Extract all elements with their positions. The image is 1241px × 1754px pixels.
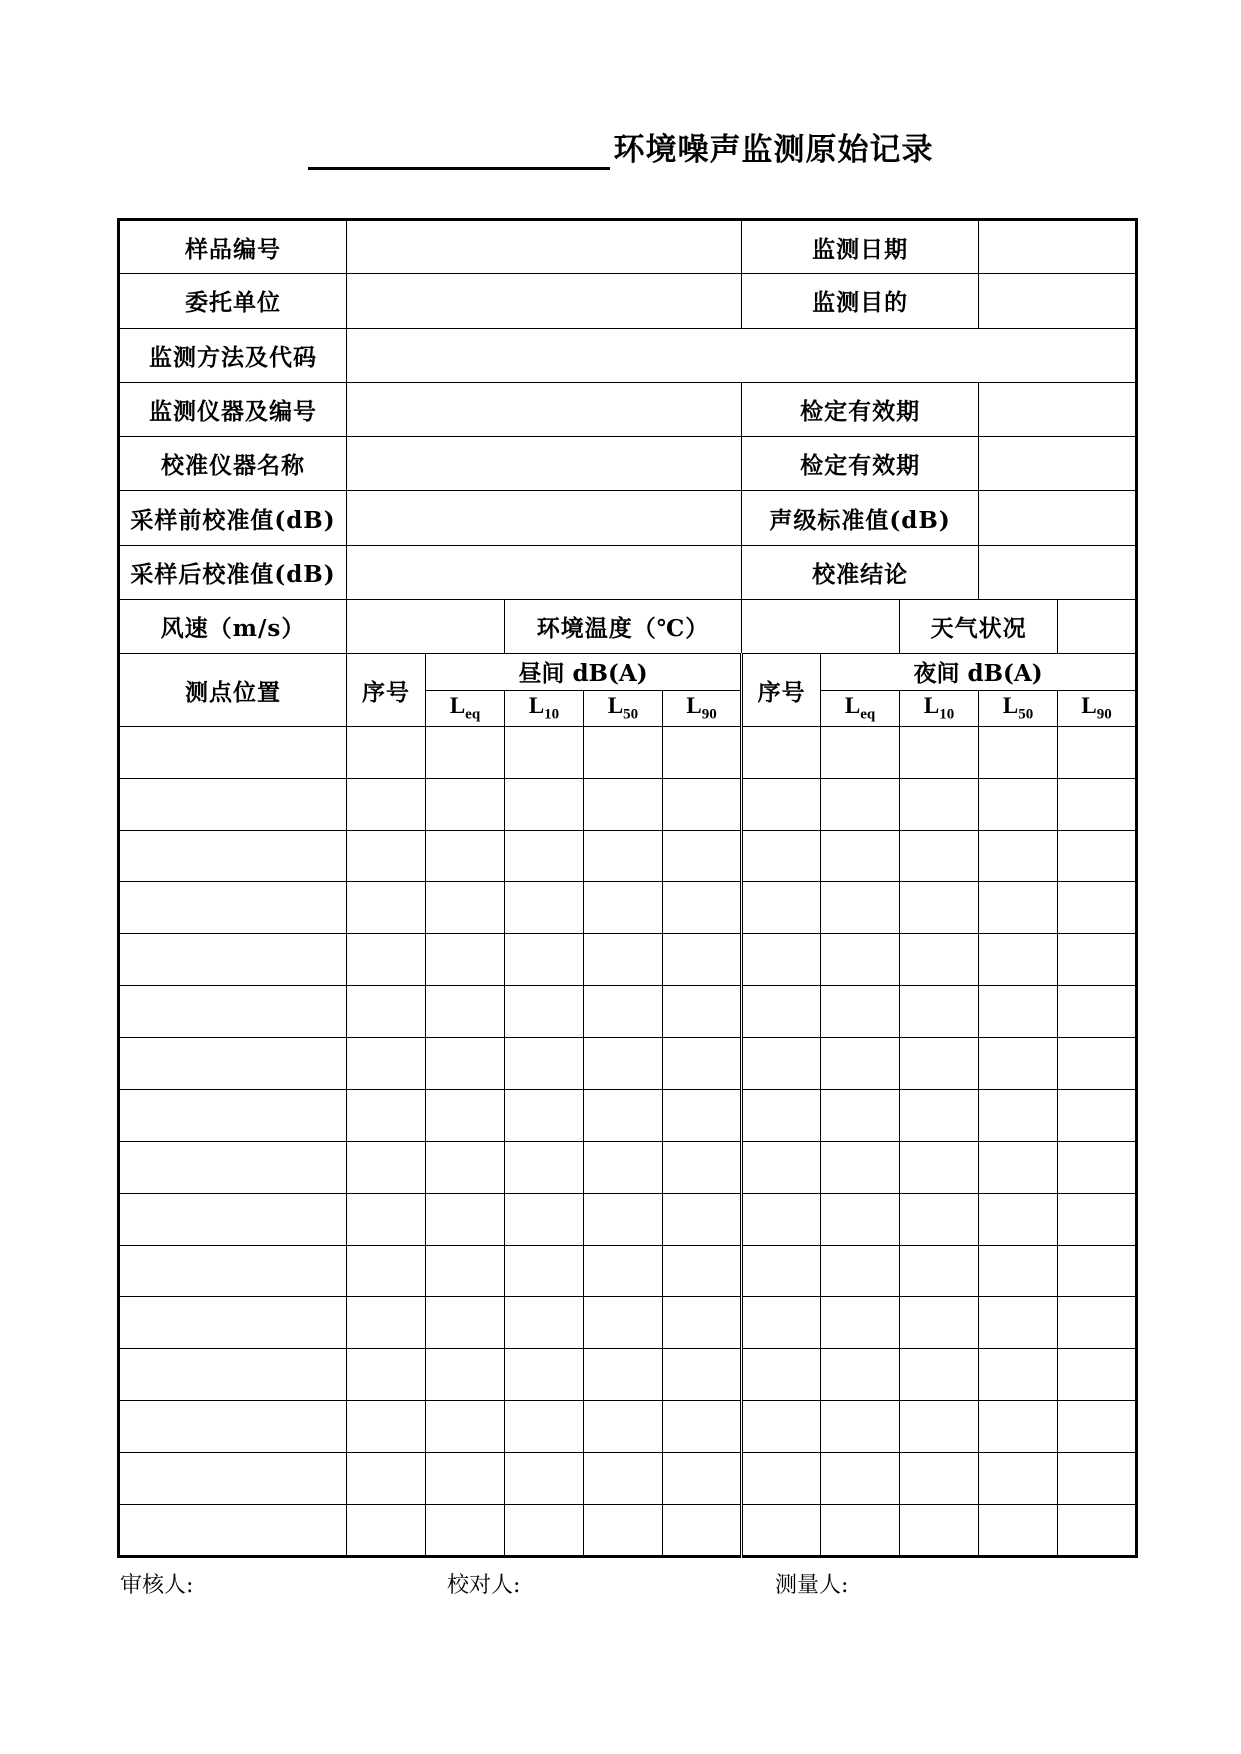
data-cell[interactable]	[505, 1193, 584, 1245]
data-cell[interactable]	[584, 1245, 663, 1297]
data-cell[interactable]	[119, 882, 347, 934]
data-cell[interactable]	[584, 1504, 663, 1556]
data-cell[interactable]	[584, 1453, 663, 1505]
field-instrument-number[interactable]	[347, 382, 742, 436]
label-temperature: 环境温度（℃）	[505, 600, 742, 654]
data-cell[interactable]	[1058, 882, 1137, 934]
data-cell[interactable]	[505, 778, 584, 830]
title-blank-line[interactable]	[308, 131, 610, 170]
data-cell[interactable]	[742, 1038, 821, 1090]
data-cell[interactable]	[1058, 1089, 1137, 1141]
data-cell[interactable]	[119, 1245, 347, 1297]
table-row	[119, 1297, 1137, 1349]
data-cell[interactable]	[426, 778, 505, 830]
table-row	[119, 1453, 1137, 1505]
data-cell[interactable]	[1058, 1401, 1137, 1453]
data-cell[interactable]	[426, 882, 505, 934]
data-cell[interactable]	[1058, 778, 1137, 830]
data-cell[interactable]	[979, 1297, 1058, 1349]
data-cell[interactable]	[742, 1401, 821, 1453]
data-cell[interactable]	[347, 778, 426, 830]
data-cell[interactable]	[119, 778, 347, 830]
field-instrument-validity[interactable]	[979, 382, 1137, 436]
data-cell[interactable]	[663, 1504, 742, 1556]
data-cell[interactable]	[821, 1504, 900, 1556]
field-standard-level[interactable]	[979, 491, 1137, 545]
data-cell[interactable]	[979, 778, 1058, 830]
data-cell[interactable]	[347, 1038, 426, 1090]
field-wind-speed[interactable]	[347, 600, 505, 654]
checker-label: 校对人:	[447, 1573, 521, 1598]
table-row	[119, 1038, 1137, 1090]
data-cell[interactable]	[347, 934, 426, 986]
label-instrument-number: 监测仪器及编号	[119, 382, 347, 436]
info-row	[119, 220, 1137, 274]
table-row	[119, 1504, 1137, 1556]
data-cell[interactable]	[426, 1504, 505, 1556]
header-day-l10: $L_{10}$	[505, 690, 584, 726]
data-cell[interactable]	[584, 830, 663, 882]
data-cell[interactable]	[821, 1349, 900, 1401]
field-temperature[interactable]	[742, 600, 900, 654]
data-cell[interactable]	[900, 726, 979, 778]
data-cell[interactable]	[1058, 1504, 1137, 1556]
data-cell[interactable]	[742, 1141, 821, 1193]
data-cell[interactable]	[426, 1193, 505, 1245]
field-method-code[interactable]	[347, 328, 1137, 382]
data-cell[interactable]	[900, 1193, 979, 1245]
data-cell[interactable]	[979, 726, 1058, 778]
data-cell[interactable]	[426, 1089, 505, 1141]
data-cell[interactable]	[119, 986, 347, 1038]
data-cell[interactable]	[505, 1453, 584, 1505]
header-night-dba: 夜间 dB(A)	[821, 654, 1137, 690]
table-row	[119, 934, 1137, 986]
data-cell[interactable]	[900, 1349, 979, 1401]
data-cell[interactable]	[742, 1297, 821, 1349]
data-cell[interactable]	[742, 986, 821, 1038]
data-cell[interactable]	[742, 778, 821, 830]
data-cell[interactable]	[505, 934, 584, 986]
header-night-l50: $L_{50}$	[979, 690, 1058, 726]
measurer-label: 测量人:	[775, 1573, 849, 1598]
data-cell[interactable]	[900, 1401, 979, 1453]
data-cell[interactable]	[1058, 934, 1137, 986]
data-cell[interactable]	[821, 1453, 900, 1505]
data-cell[interactable]	[426, 1297, 505, 1349]
data-cell[interactable]	[663, 986, 742, 1038]
data-cell[interactable]	[742, 1349, 821, 1401]
table-row	[119, 726, 1137, 778]
data-cell[interactable]	[505, 1504, 584, 1556]
data-cell[interactable]	[821, 1038, 900, 1090]
data-cell[interactable]	[663, 830, 742, 882]
data-cell[interactable]	[1058, 1297, 1137, 1349]
data-cell[interactable]	[426, 1245, 505, 1297]
noise-record-table	[117, 218, 1138, 1558]
data-cell[interactable]	[119, 1453, 347, 1505]
info-row	[119, 545, 1137, 599]
data-cell[interactable]	[979, 1349, 1058, 1401]
data-cell[interactable]	[900, 934, 979, 986]
reviewer-label: 审核人:	[120, 1573, 194, 1598]
label-post-calibration: 采样后校准值(dB)	[119, 545, 347, 599]
data-cell[interactable]	[979, 1193, 1058, 1245]
data-cell[interactable]	[663, 1038, 742, 1090]
data-cell[interactable]	[979, 1504, 1058, 1556]
data-cell[interactable]	[979, 1453, 1058, 1505]
field-client[interactable]	[347, 274, 742, 328]
data-cell[interactable]	[119, 1038, 347, 1090]
data-cell[interactable]	[584, 986, 663, 1038]
field-calibrator-name[interactable]	[347, 437, 742, 491]
data-cell[interactable]	[742, 726, 821, 778]
data-cell[interactable]	[900, 1141, 979, 1193]
data-cell[interactable]	[900, 986, 979, 1038]
data-cell[interactable]	[900, 1038, 979, 1090]
field-monitor-purpose[interactable]	[979, 274, 1137, 328]
data-cell[interactable]	[900, 882, 979, 934]
data-cell[interactable]	[821, 1089, 900, 1141]
header-day-seq: 序号	[347, 654, 426, 726]
data-cell[interactable]	[900, 1504, 979, 1556]
data-cell[interactable]	[119, 1504, 347, 1556]
data-cell[interactable]	[663, 882, 742, 934]
data-cell[interactable]	[663, 778, 742, 830]
weather-row	[119, 600, 1137, 654]
header-day-l90: $L_{90}$	[663, 690, 742, 726]
data-cell[interactable]	[426, 986, 505, 1038]
header-day-l50: $L_{50}$	[584, 690, 663, 726]
data-cell[interactable]	[426, 1401, 505, 1453]
data-cell[interactable]	[119, 1141, 347, 1193]
data-cell[interactable]	[505, 830, 584, 882]
data-cell[interactable]	[900, 1245, 979, 1297]
data-cell[interactable]	[900, 1089, 979, 1141]
data-cell[interactable]	[821, 778, 900, 830]
table-row	[119, 1089, 1137, 1141]
label-monitor-date: 监测日期	[742, 220, 979, 274]
data-cell[interactable]	[584, 726, 663, 778]
data-cell[interactable]	[426, 1038, 505, 1090]
data-cell[interactable]	[347, 726, 426, 778]
data-cell[interactable]	[742, 1453, 821, 1505]
field-monitor-date[interactable]	[979, 220, 1137, 274]
table-row	[119, 1245, 1137, 1297]
info-row	[119, 491, 1137, 545]
data-cell[interactable]	[505, 1038, 584, 1090]
data-cell[interactable]	[1058, 1453, 1137, 1505]
data-cell[interactable]	[900, 1453, 979, 1505]
header-night-l90: $L_{90}$	[1058, 690, 1137, 726]
data-cell[interactable]	[663, 726, 742, 778]
data-cell[interactable]	[119, 1401, 347, 1453]
data-cell[interactable]	[663, 1193, 742, 1245]
data-cell[interactable]	[742, 1245, 821, 1297]
data-cell[interactable]	[1058, 1193, 1137, 1245]
data-cell[interactable]	[584, 934, 663, 986]
data-cell[interactable]	[119, 726, 347, 778]
data-cell[interactable]	[347, 986, 426, 1038]
data-cell[interactable]	[505, 726, 584, 778]
label-monitor-purpose: 监测目的	[742, 274, 979, 328]
data-cell[interactable]	[119, 830, 347, 882]
data-cell[interactable]	[900, 1297, 979, 1349]
data-cell[interactable]	[663, 1401, 742, 1453]
data-cell[interactable]	[505, 986, 584, 1038]
data-cell[interactable]	[663, 1089, 742, 1141]
data-cell[interactable]	[663, 1349, 742, 1401]
data-cell[interactable]	[505, 882, 584, 934]
header-day-leq: $L_{eq}$	[426, 690, 505, 726]
data-cell[interactable]	[584, 1401, 663, 1453]
data-cell[interactable]	[584, 778, 663, 830]
data-cell[interactable]	[584, 882, 663, 934]
data-cell[interactable]	[1058, 986, 1137, 1038]
field-pre-calibration[interactable]	[347, 491, 742, 545]
data-cell[interactable]	[426, 830, 505, 882]
header-day-dba: 昼间 dB(A)	[426, 654, 742, 690]
data-cell[interactable]	[505, 1141, 584, 1193]
header-night-leq: $L_{eq}$	[821, 690, 900, 726]
data-cell[interactable]	[979, 1141, 1058, 1193]
data-cell[interactable]	[979, 1089, 1058, 1141]
data-cell[interactable]	[505, 1349, 584, 1401]
label-client: 委托单位	[119, 274, 347, 328]
table-row	[119, 830, 1137, 882]
data-cell[interactable]	[584, 1297, 663, 1349]
data-cell[interactable]	[347, 1504, 426, 1556]
data-cell[interactable]	[1058, 726, 1137, 778]
label-calibrator-validity: 检定有效期	[742, 437, 979, 491]
table-row	[119, 882, 1137, 934]
data-cell[interactable]	[584, 1349, 663, 1401]
label-calibrator-name: 校准仪器名称	[119, 437, 347, 491]
table-row	[119, 1401, 1137, 1453]
table-row	[119, 778, 1137, 830]
data-cell[interactable]	[119, 934, 347, 986]
data-cell[interactable]	[584, 1038, 663, 1090]
data-cell[interactable]	[821, 986, 900, 1038]
data-cell[interactable]	[979, 882, 1058, 934]
data-cell[interactable]	[505, 1089, 584, 1141]
data-cell[interactable]	[821, 726, 900, 778]
data-cell[interactable]	[742, 1089, 821, 1141]
data-cell[interactable]	[979, 1245, 1058, 1297]
data-cell[interactable]	[347, 882, 426, 934]
data-cell[interactable]	[1058, 830, 1137, 882]
data-cell[interactable]	[979, 830, 1058, 882]
label-method-code: 监测方法及代码	[119, 328, 347, 382]
document-title: 环境噪声监测原始记录	[613, 132, 934, 168]
field-weather[interactable]	[1058, 600, 1137, 654]
document-title-area	[0, 130, 1241, 170]
field-post-calibration[interactable]	[347, 545, 742, 599]
data-cell[interactable]	[742, 1504, 821, 1556]
data-cell[interactable]	[663, 934, 742, 986]
data-cell[interactable]	[119, 1089, 347, 1141]
data-cell[interactable]	[347, 1089, 426, 1141]
label-calibration-conclusion: 校准结论	[742, 545, 979, 599]
data-cell[interactable]	[426, 1453, 505, 1505]
data-cell[interactable]	[821, 1245, 900, 1297]
data-cell[interactable]	[347, 1297, 426, 1349]
data-cell[interactable]	[821, 1193, 900, 1245]
label-weather: 天气状况	[900, 600, 1058, 654]
label-instrument-validity: 检定有效期	[742, 382, 979, 436]
field-calibrator-validity[interactable]	[979, 437, 1137, 491]
field-sample-number[interactable]	[347, 220, 742, 274]
data-cell[interactable]	[347, 1193, 426, 1245]
label-standard-level: 声级标准值(dB)	[742, 491, 979, 545]
table-row	[119, 986, 1137, 1038]
data-cell[interactable]	[584, 1141, 663, 1193]
data-cell[interactable]	[979, 1038, 1058, 1090]
data-cell[interactable]	[426, 1349, 505, 1401]
measurement-header-row	[119, 654, 1137, 690]
data-cell[interactable]	[821, 1297, 900, 1349]
info-row	[119, 328, 1137, 382]
label-pre-calibration: 采样前校准值(dB)	[119, 491, 347, 545]
data-cell[interactable]	[347, 1349, 426, 1401]
data-cell[interactable]	[1058, 1038, 1137, 1090]
data-cell[interactable]	[979, 934, 1058, 986]
data-cell[interactable]	[663, 1141, 742, 1193]
label-sample-number: 样品编号	[119, 220, 347, 274]
data-cell[interactable]	[742, 1193, 821, 1245]
data-cell[interactable]	[347, 1141, 426, 1193]
header-location: 测点位置	[119, 654, 347, 726]
data-cell[interactable]	[347, 1245, 426, 1297]
table-row	[119, 1349, 1137, 1401]
data-cell[interactable]	[426, 726, 505, 778]
data-cell[interactable]	[347, 1453, 426, 1505]
data-cell[interactable]	[1058, 1141, 1137, 1193]
data-cell[interactable]	[742, 830, 821, 882]
data-cell[interactable]	[821, 1141, 900, 1193]
data-cell[interactable]	[119, 1297, 347, 1349]
info-row	[119, 437, 1137, 491]
data-cell[interactable]	[426, 934, 505, 986]
data-cell[interactable]	[584, 1193, 663, 1245]
data-cell[interactable]	[426, 1141, 505, 1193]
data-cell[interactable]	[505, 1245, 584, 1297]
data-cell[interactable]	[1058, 1245, 1137, 1297]
info-row	[119, 382, 1137, 436]
signature-footer	[120, 1568, 1134, 1598]
data-cell[interactable]	[979, 986, 1058, 1038]
data-cell[interactable]	[821, 882, 900, 934]
header-night-l10: $L_{10}$	[900, 690, 979, 726]
data-cell[interactable]	[1058, 1349, 1137, 1401]
field-calibration-conclusion[interactable]	[979, 545, 1137, 599]
data-cell[interactable]	[347, 830, 426, 882]
table-row	[119, 1141, 1137, 1193]
data-cell[interactable]	[821, 934, 900, 986]
data-cell[interactable]	[663, 1245, 742, 1297]
info-row	[119, 274, 1137, 328]
data-cell[interactable]	[821, 1401, 900, 1453]
data-cell[interactable]	[742, 934, 821, 986]
data-cell[interactable]	[505, 1297, 584, 1349]
table-row	[119, 1193, 1137, 1245]
data-cell[interactable]	[900, 778, 979, 830]
data-cell[interactable]	[979, 1401, 1058, 1453]
data-cell[interactable]	[347, 1401, 426, 1453]
data-cell[interactable]	[742, 882, 821, 934]
label-wind-speed: 风速（m/s）	[119, 600, 347, 654]
data-cell[interactable]	[119, 1349, 347, 1401]
data-cell[interactable]	[119, 1193, 347, 1245]
header-night-seq: 序号	[742, 654, 821, 726]
data-cell[interactable]	[505, 1401, 584, 1453]
data-cell[interactable]	[821, 830, 900, 882]
data-cell[interactable]	[663, 1297, 742, 1349]
data-cell[interactable]	[900, 830, 979, 882]
data-cell[interactable]	[663, 1453, 742, 1505]
data-cell[interactable]	[584, 1089, 663, 1141]
